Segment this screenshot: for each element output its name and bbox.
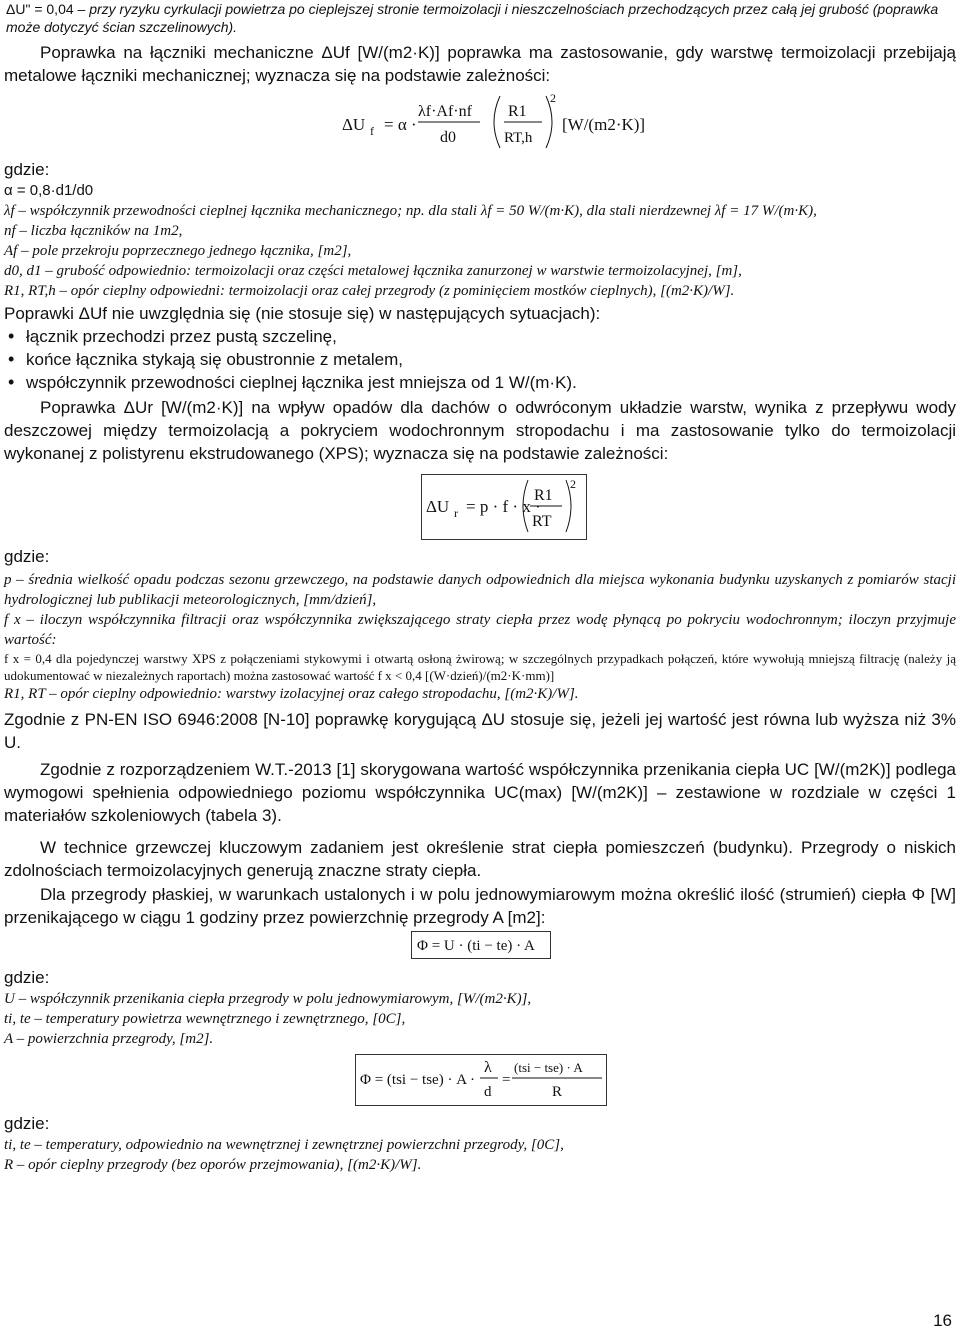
formula4-left: Φ = (tsi − tse) · A · (360, 1072, 475, 1088)
paragraph-wt: Zgodnie z rozporządzeniem W.T.-2013 [1] skorygowana wartość współczynnika przenikania ciepła UC [W/(m2K)] podlega wymogowi spełnienia odpowiedniego poziomu współczynnika UC(max) [W/(m2K)] – zestawione w rozdziale w części 1 materiałów szkoleniowych (tabela 3). (4, 760, 956, 825)
paragraph-ur: Poprawka ΔUr [W/(m2·K)] na wpływ opadów dla dachów o odwróconym układzie warstw, wynika z przepływu wody deszczowej między termoizolacją a pokryciem wodochronnym stropodachu i ma zastosowanie tylko do termoizolacji wykonanej z polistyrenu ekstrudowanego (XPS); wyznacza się na podstawie zależności: (4, 398, 956, 463)
paragraph-heating: W technice grzewczej kluczowym zadaniem jest określenie strat ciepła pomieszczeń (budynku). Przegrody o niskich zdolnościach termoizolacyjnych generują znaczne straty ciepła. (4, 838, 956, 880)
gdzie-4-block (4, 1112, 956, 1175)
formula4-frac1-den: d (484, 1084, 492, 1100)
gdzie-1-line: R1, RT,h – opór cieplny odpowiedni: termoizolacji oraz całej przegrody (z pominięciem mostków cieplnych), [(m2·K)/W]. (4, 283, 735, 299)
formula2-eq: = p · f · x · (466, 497, 541, 516)
list-item: • końce łącznika stykają się obustronnie z metalem, (4, 348, 956, 371)
top-note-bullet: ΔU" = 0,04 – (6, 1, 90, 17)
paragraph-pn-en: Zgodnie z PN-EN ISO 6946:2008 [N-10] poprawkę korygującą ΔU stosuje się, jeżeli jej wartość jest równa lub wyższa niż 3% U. (4, 710, 956, 752)
gdzie-2-line: f x = 0,4 dla pojedynczej warstwy XPS z połączeniami stykowymi i otwartą osłoną żwirową; w szczególnych przypadkach połączeń, które wywołują mniejszą filtrację (należy ją udokumentować w niezależnych raportach) można zastosować wartość f x < 0,4 [(W·dzień)/(m2·K·mm)] (4, 651, 956, 683)
gdzie-2-line: p – średnia wielkość opadu podczas sezonu grzewczego, na podstawie danych odpowiednich dla miejsca wykonania budynku uzyskanych z pomiarów stacji hydrologicznej lub publikacji meteorologicznych, [mm/dzień], (4, 572, 956, 608)
gdzie-1-block (4, 158, 956, 301)
formula2-frac-den: RT (532, 513, 552, 530)
gdzie-1-line: Af – pole przekroju poprzecznego jednego łącznika, [m2], (4, 243, 352, 259)
gdzie-1-line: nf – liczba łączników na 1m2, (4, 223, 183, 239)
formula-delta-ur (424, 476, 584, 536)
top-note-text: przy ryzyku cyrkulacji powietrza po cieplejszej stronie termoizolacji i nieszczelnościach przechodzących przez całą jej grubość (poprawka może dotyczyć ścian szczelinowych). (6, 1, 939, 35)
formula1-frac2-den: RT,h (504, 130, 533, 146)
gdzie-2-line: R1, RT – opór cieplny odpowiednio: warstwy izolacyjnej oraz całego stropodachu, [(m2·K)/W]. (4, 686, 579, 702)
gdzie-2-block (4, 545, 956, 704)
page-number: 16 (933, 1311, 952, 1330)
formula2-lhs: ΔU (426, 497, 450, 516)
formula3-text: Φ = U · (ti − te) · A (417, 938, 535, 954)
gdzie-1-label: gdzie: (4, 160, 50, 179)
formula1-lhs: ΔU (342, 115, 366, 134)
formula1-lhs-sub: f (370, 124, 374, 138)
no-correction-intro: Poprawki ΔUf nie uwzględnia się (nie stosuje się) w następujących sytuacjach): (4, 304, 601, 323)
formula-phi-r (358, 1056, 604, 1102)
formula-phi (414, 932, 548, 956)
gdzie-3-line: ti, te – temperatury powietrza wewnętrznego i zewnętrznego, [0C], (4, 1011, 406, 1027)
gdzie-2-line: f x – iloczyn współczynnika filtracji oraz współczynnika zwiększającego straty ciepła przez wodę płynącą po pokryciu wodochronnym; iloczyn przyjmuje wartość: (4, 612, 956, 648)
formula1-frac2-num: R1 (508, 103, 527, 120)
gdzie-1-line: d0, d1 – grubość odpowiednio: termoizolacji oraz części metalowej łącznika zanurzonej w warstwie termoizolacyjnej, [m], (4, 263, 742, 279)
formula1-num: λf·Af·nf (418, 103, 472, 120)
gdzie-3-line: U – współczynnik przenikania ciepła przegrody w polu jednowymiarowym, [W/(m2·K)], (4, 991, 532, 1007)
formula2-power: 2 (570, 477, 576, 491)
gdzie-4-line: ti, te – temperatury, odpowiednio na wewnętrznej i zewnętrznej powierzchni przegrody, [0C], (4, 1137, 564, 1153)
formula4-frac1-num: λ (484, 1059, 492, 1076)
gdzie-3-label: gdzie: (4, 968, 50, 987)
gdzie-4-line: R – opór cieplny przegrody (bez oporów przejmowania), [(m2·K)/W]. (4, 1157, 422, 1173)
formula2-lhs-sub: r (454, 506, 458, 520)
alpha-definition: α = 0,8·d1/d0 (4, 182, 94, 199)
paragraph-flat: Dla przegrody płaskiej, w warunkach ustalonych i w polu jednowymiarowym można określić ilość (strumień) ciepła Φ [W] przenikającego w ciągu 1 godziny przez powierzchnię przegrody A [m2]: (4, 885, 956, 927)
formula1-eq: = α · (384, 115, 417, 134)
formula-delta-uf (342, 90, 662, 154)
formula1-power: 2 (550, 91, 556, 105)
formula4-eq: = (502, 1072, 511, 1088)
formula4-frac2-num: (tsi − tse) · A (514, 1060, 583, 1075)
gdzie-2-label: gdzie: (4, 547, 50, 566)
no-correction-block (4, 302, 956, 394)
list-item: • współczynnik przewodności cieplnej łącznika jest mniejsza od 1 W/(m·K). (4, 371, 956, 394)
gdzie-1-line: λf – współczynnik przewodności cieplnej łącznika mechanicznego; np. dla stali λf = 50 W/(m·K), dla stali nierdzewnej λf = 17 W/(m·K), (4, 203, 817, 219)
formula1-unit: [W/(m2·K)] (562, 115, 646, 134)
top-note (6, 0, 954, 36)
gdzie-4-label: gdzie: (4, 1114, 50, 1133)
list-item: • łącznik przechodzi przez pustą szczelinę, (4, 325, 956, 348)
formula1-den: d0 (440, 129, 456, 146)
no-correction-list (4, 325, 956, 394)
gdzie-3-line: A – powierzchnia przegrody, [m2]. (4, 1031, 214, 1047)
gdzie-3-block (4, 966, 956, 1049)
paragraph-uf: Poprawka na łączniki mechaniczne ΔUf [W/(m2·K)] poprawka ma zastosowanie, gdy warstwę termoizolacji przebijają metalowe łączniki mechanicznej; wyznacza się na podstawie zależności: (4, 43, 956, 85)
formula2-frac-num: R1 (534, 487, 553, 504)
formula4-frac2-den: R (552, 1084, 563, 1100)
